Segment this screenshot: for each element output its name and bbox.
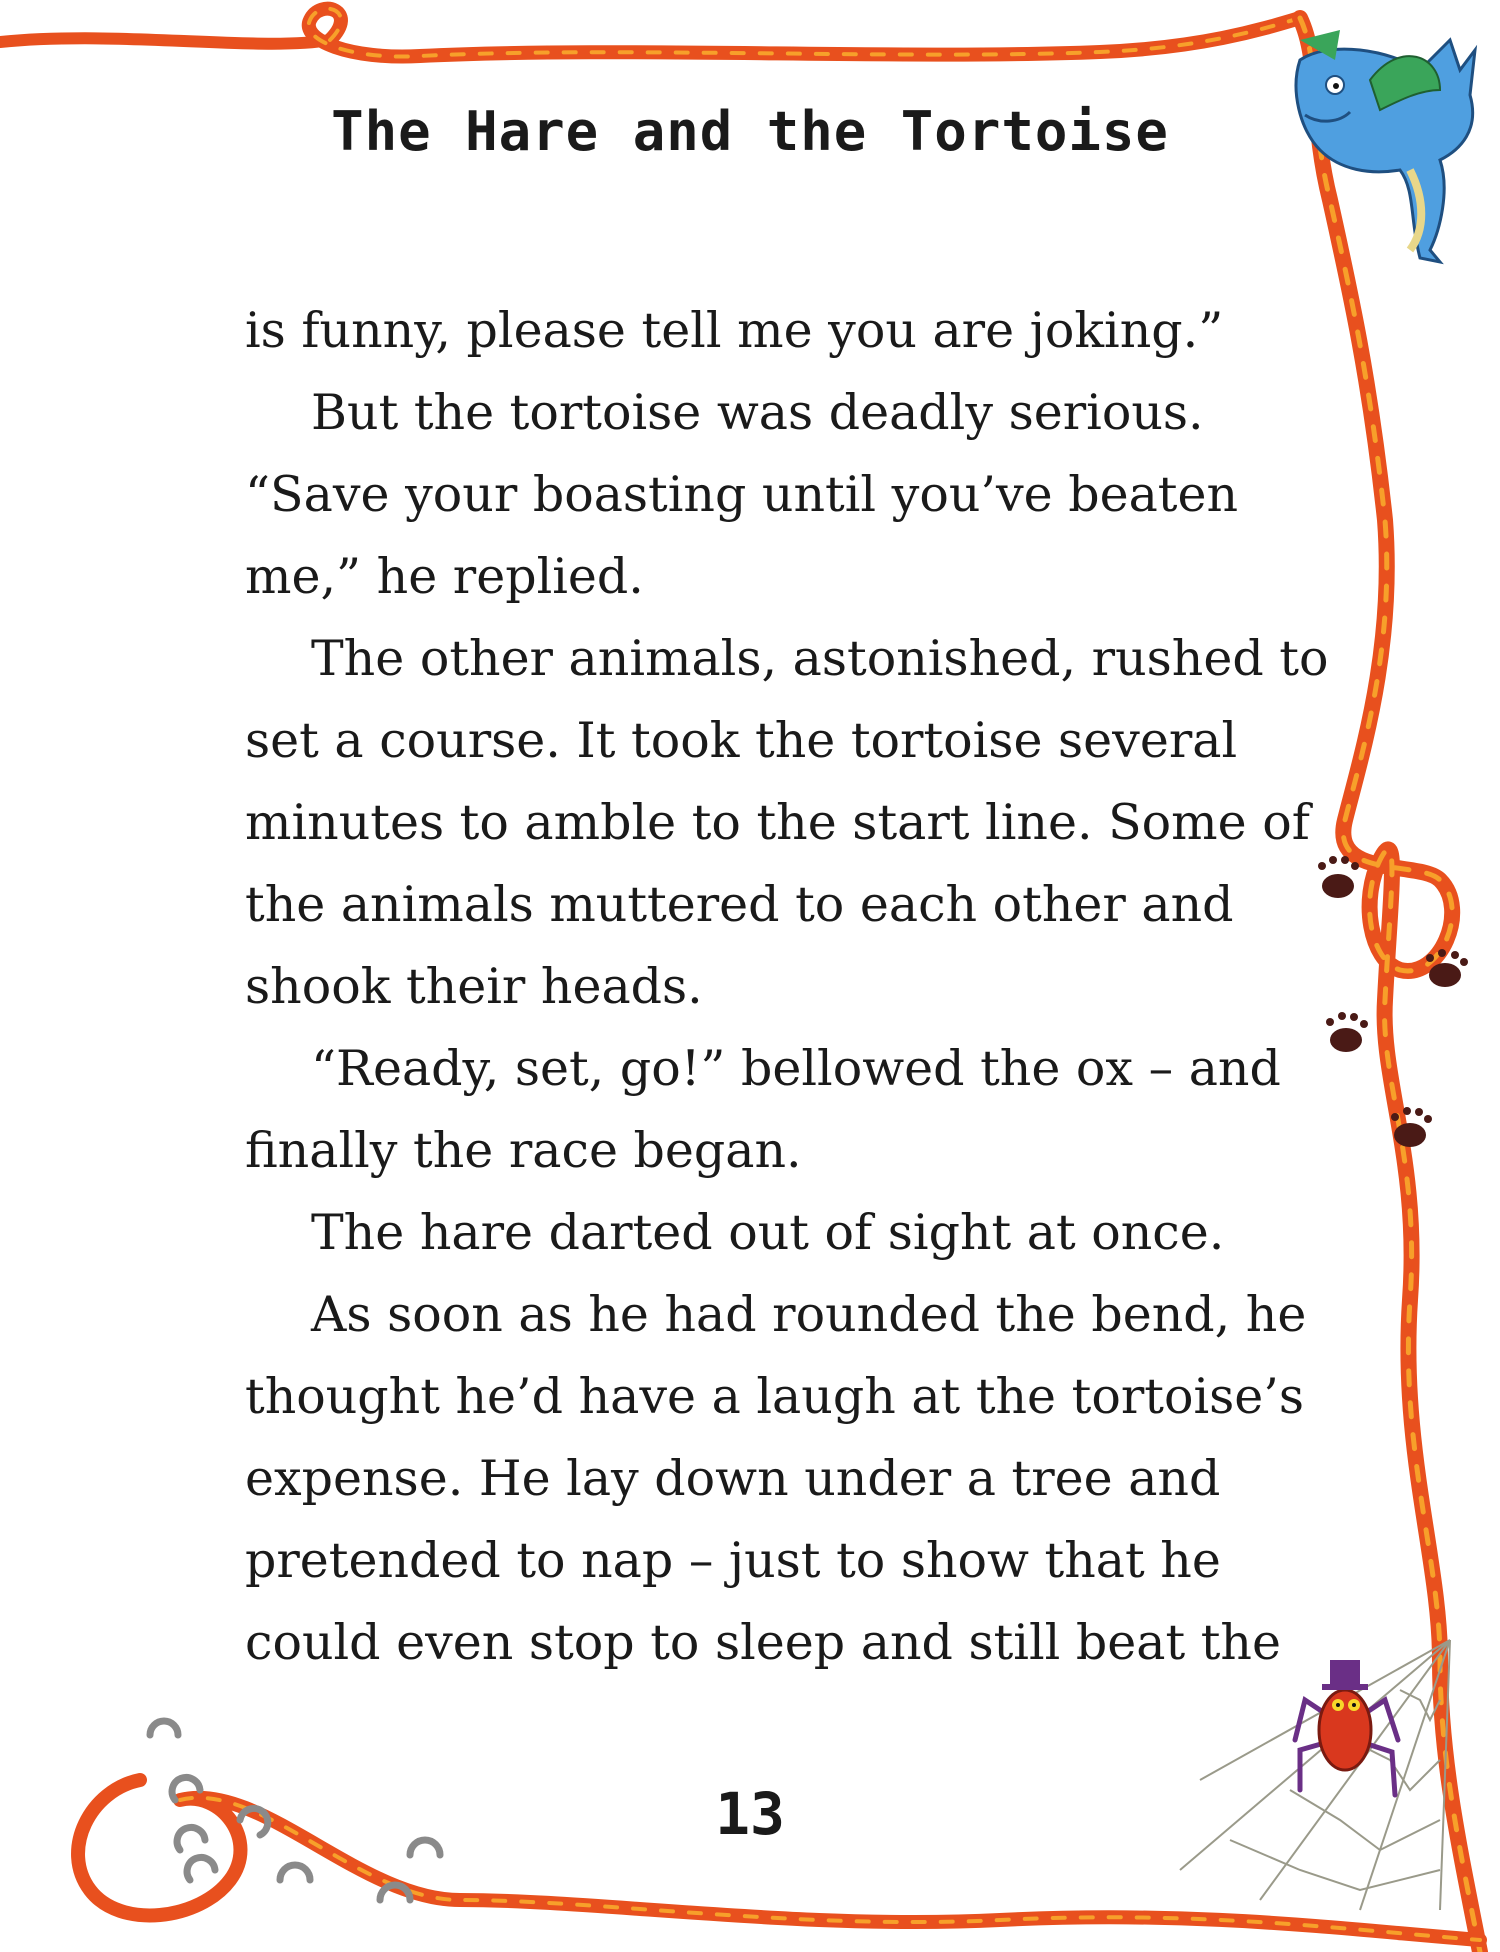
text-line: finally the race began. [245,1122,802,1179]
text-line: As soon as he had rounded the bend, he [311,1286,1307,1343]
text-line: “Save your boasting until you’ve beaten [245,466,1239,523]
text-line: The hare darted out of sight at once. [311,1204,1225,1261]
text-line: “Ready, set, go!” bellowed the ox – and [311,1040,1281,1097]
spider-icon [1295,1660,1398,1795]
text-line: The other animals, astonished, rushed to [311,630,1329,687]
text-line: could even stop to sleep and still beat the [245,1614,1281,1671]
text-line: me,” he replied. [245,548,644,605]
text-line: set a course. It took the tortoise several [245,712,1238,769]
running-head: The Hare and the Tortoise [331,100,1169,163]
text-line: minutes to amble to the start line. Some of [245,794,1310,851]
text-line: shook their heads. [245,958,703,1015]
text-line: thought he’d have a laugh at the tortoise’s [245,1368,1304,1425]
page-number: 13 [715,1780,785,1848]
text-line: But the tortoise was deadly serious. [311,384,1204,441]
text-line: expense. He lay down under a tree and [245,1450,1221,1507]
text-line: is funny, please tell me you are joking.” [245,302,1224,359]
story-text [245,290,1329,1684]
text-line: pretended to nap – just to show that he [245,1532,1221,1589]
text-line: the animals muttered to each other and [245,876,1234,933]
